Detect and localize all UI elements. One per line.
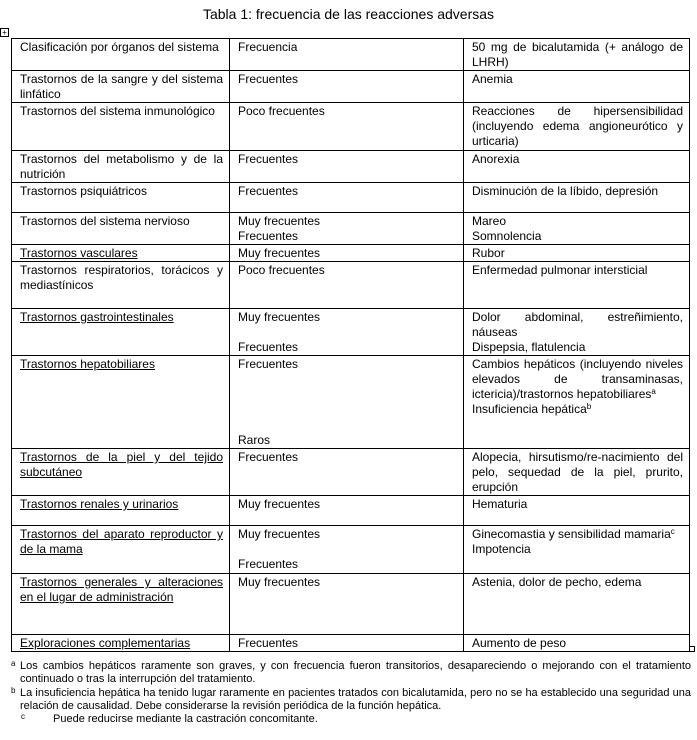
reaction-cell: Aumento de peso [464,635,690,652]
frequency-cell: Muy frecuentes [230,496,464,526]
organ-link[interactable]: Trastornos renales y urinarios [20,497,179,511]
footnote-text: Los cambios hepáticos raramente son graves, y con frecuencia fueron transitorios, desapareciendo o mejorando con el tratamiento continuado o tras la interrupción del tratamiento. [20,660,691,685]
reaction-cell: Reacciones de hipersensibilidad (incluyendo edema angioneurótico y urticaria) [464,103,690,151]
reaction-cell [464,356,690,449]
frequency-cell [230,526,464,574]
reaction-cell: Rubor [464,245,690,262]
frequency-value: Raros [238,433,271,447]
footnote-mark: c [21,712,25,721]
table-title: Tabla 1: frecuencia de las reacciones adversas [202,6,495,22]
organ-cell [12,309,230,356]
reaction-cell: Enfermedad pulmonar intersticial [464,262,690,309]
table-row [12,71,690,103]
table-row [12,526,690,574]
reaction-cell [464,213,690,245]
footnote-ref: c [670,527,675,536]
organ-link[interactable]: Trastornos generales y alteraciones en el lugar de administración [20,575,223,604]
table-row [12,183,690,213]
table-row [12,151,690,183]
frequency-value: Frecuentes [238,357,299,371]
reaction-value: Dolor abdominal, estreñimiento, náuseas [472,310,683,339]
reaction-cell: Hematuria [464,496,690,526]
reaction-cell: Anemia [464,71,690,103]
footnote-mark: a [11,659,16,668]
frequency-cell: Frecuentes [230,183,464,213]
reaction-value: Mareo [472,214,507,228]
footnote-ref: b [586,402,592,411]
frequency-cell: Muy frecuentes [230,245,464,262]
organ-cell [12,574,230,635]
table-row [12,103,690,151]
frequency-value: Muy frecuentes [238,527,321,541]
reaction-cell: Disminución de la líbido, depresión [464,183,690,213]
header-organ: Clasificación por órganos del sistema [12,39,230,71]
table-header-row [12,39,690,71]
reaction-cell [464,526,690,574]
organ-link[interactable]: Trastornos del aparato reproductor y de la mama [20,527,223,556]
adverse-reactions-table [11,38,690,652]
reaction-cell: Astenia, dolor de pecho, edema [464,574,690,635]
table-resize-handle-icon[interactable] [689,646,695,652]
footnote-ref: a [651,387,656,396]
organ-cell: Trastornos respiratorios, torácicos y mediastínicos [12,262,230,309]
frequency-cell: Frecuentes [230,635,464,652]
footnote-mark: b [11,686,16,695]
footnotes [11,660,691,726]
frequency-cell [230,213,464,245]
frequency-cell: Frecuentes [230,71,464,103]
reaction-value: Insuficiencia hepática [472,402,587,416]
organ-link[interactable]: Trastornos de la piel y del tejido subcutáneo [20,450,223,479]
frequency-cell: Frecuentes [230,449,464,496]
table-row [12,309,690,356]
table-row [12,213,690,245]
reaction-value: Cambios hepáticos (incluyendo niveles elevados de transaminasas, ictericia)/trastornos hepatobiliares [472,357,683,401]
frequency-value: Muy frecuentes [238,310,321,324]
organ-cell [12,449,230,496]
reaction-cell: Anorexia [464,151,690,183]
organ-cell [12,635,230,652]
header-reaction: 50 mg de bicalutamida (+ análogo de LHRH) [464,39,690,71]
table-row [12,635,690,652]
frequency-cell: Poco frecuentes [230,103,464,151]
organ-cell [12,496,230,526]
frequency-cell [230,356,464,449]
organ-cell: Trastornos del sistema nervioso [12,213,230,245]
frequency-value: Frecuentes [238,229,299,243]
footnote [11,660,691,686]
reaction-cell: Alopecia, hirsutismo/re-nacimiento del pelo, sequedad de la piel, prurito, erupción [464,449,690,496]
table-row [12,245,690,262]
organ-cell: Trastornos del metabolismo y de la nutrición [12,151,230,183]
organ-link[interactable]: Trastornos vasculares [20,246,138,260]
frequency-value: Frecuentes [238,557,299,571]
organ-cell: Trastornos de la sangre y del sistema linfático [12,71,230,103]
header-frequency: Frecuencia [230,39,464,71]
frequency-value: Muy frecuentes [238,214,321,228]
reaction-value: Impotencia [472,542,531,556]
footnote-text: La insuficiencia hepática ha tenido lugar raramente en pacientes tratados con bicalutamida, pero no se ha establecido una seguridad una relación de causalidad. Debe considerarse la revisión periódica de la función hepática. [20,687,691,712]
organ-cell [12,245,230,262]
frequency-cell: Poco frecuentes [230,262,464,309]
organ-link[interactable]: Exploraciones complementarias [20,636,191,650]
frequency-cell: Frecuentes [230,151,464,183]
reaction-value: Ginecomastia y sensibilidad mamaria [472,527,671,541]
frequency-value: Frecuentes [238,340,299,354]
reaction-cell [464,309,690,356]
organ-link[interactable]: Trastornos gastrointestinales [20,310,174,324]
organ-cell [12,526,230,574]
table-move-handle-icon[interactable]: + [0,28,9,37]
footnote-text: Puede reducirse mediante la castración concomitante. [53,713,318,725]
footnote [11,713,691,726]
table-row [12,449,690,496]
reaction-value: Somnolencia [472,229,542,243]
table-row [12,356,690,449]
table-row [12,574,690,635]
organ-cell: Trastornos psiquiátricos [12,183,230,213]
frequency-cell: Muy frecuentes [230,574,464,635]
organ-cell: Trastornos del sistema inmunológico [12,103,230,151]
organ-link[interactable]: Trastornos hepatobiliares [20,357,155,371]
organ-cell [12,356,230,449]
reaction-value: Dispepsia, flatulencia [472,340,586,354]
table-row [12,496,690,526]
frequency-cell [230,309,464,356]
table-row [12,262,690,309]
footnote [11,687,691,713]
